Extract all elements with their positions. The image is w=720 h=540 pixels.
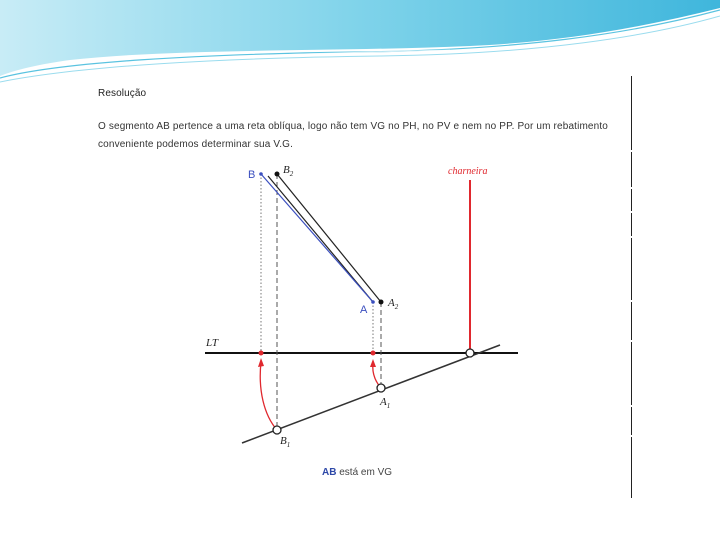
point-a1 (377, 384, 385, 392)
label-a: A (360, 304, 368, 316)
arrowhead-a (370, 359, 376, 367)
point-b1 (273, 426, 281, 434)
resolution-paragraph: O segmento AB pertence a uma reta oblíqua, logo não tem VG no PH, no PV e nem no PP. Por um rebatimento conveniente podemos determinar sua V.G. (98, 121, 608, 150)
label-b1: $B_1$ (280, 435, 291, 449)
caption (322, 467, 392, 478)
arrowhead-b (258, 358, 264, 367)
rotation-arc-b (260, 362, 277, 430)
label-a1: $A_1$ (380, 396, 391, 410)
point-hinge-intersection (466, 349, 474, 357)
caption-text: está em VG (336, 467, 393, 478)
point-a (371, 300, 375, 304)
segment-b2-a2-outer (277, 174, 381, 302)
label-charneira: charneira (448, 166, 488, 177)
section-heading: Resolução (98, 88, 147, 99)
label-b: B (248, 169, 256, 181)
segment-ab-blue (261, 174, 373, 302)
point-b (259, 172, 263, 176)
point-b-on-lt (259, 351, 264, 356)
point-a-on-lt (371, 351, 376, 356)
label-lt: LT (206, 337, 219, 349)
point-a2 (379, 300, 384, 305)
label-b2: $B_2$ (283, 164, 294, 178)
label-a2: $A_2$ (388, 297, 399, 311)
point-b2 (275, 172, 280, 177)
caption-ab: AB (322, 467, 337, 478)
